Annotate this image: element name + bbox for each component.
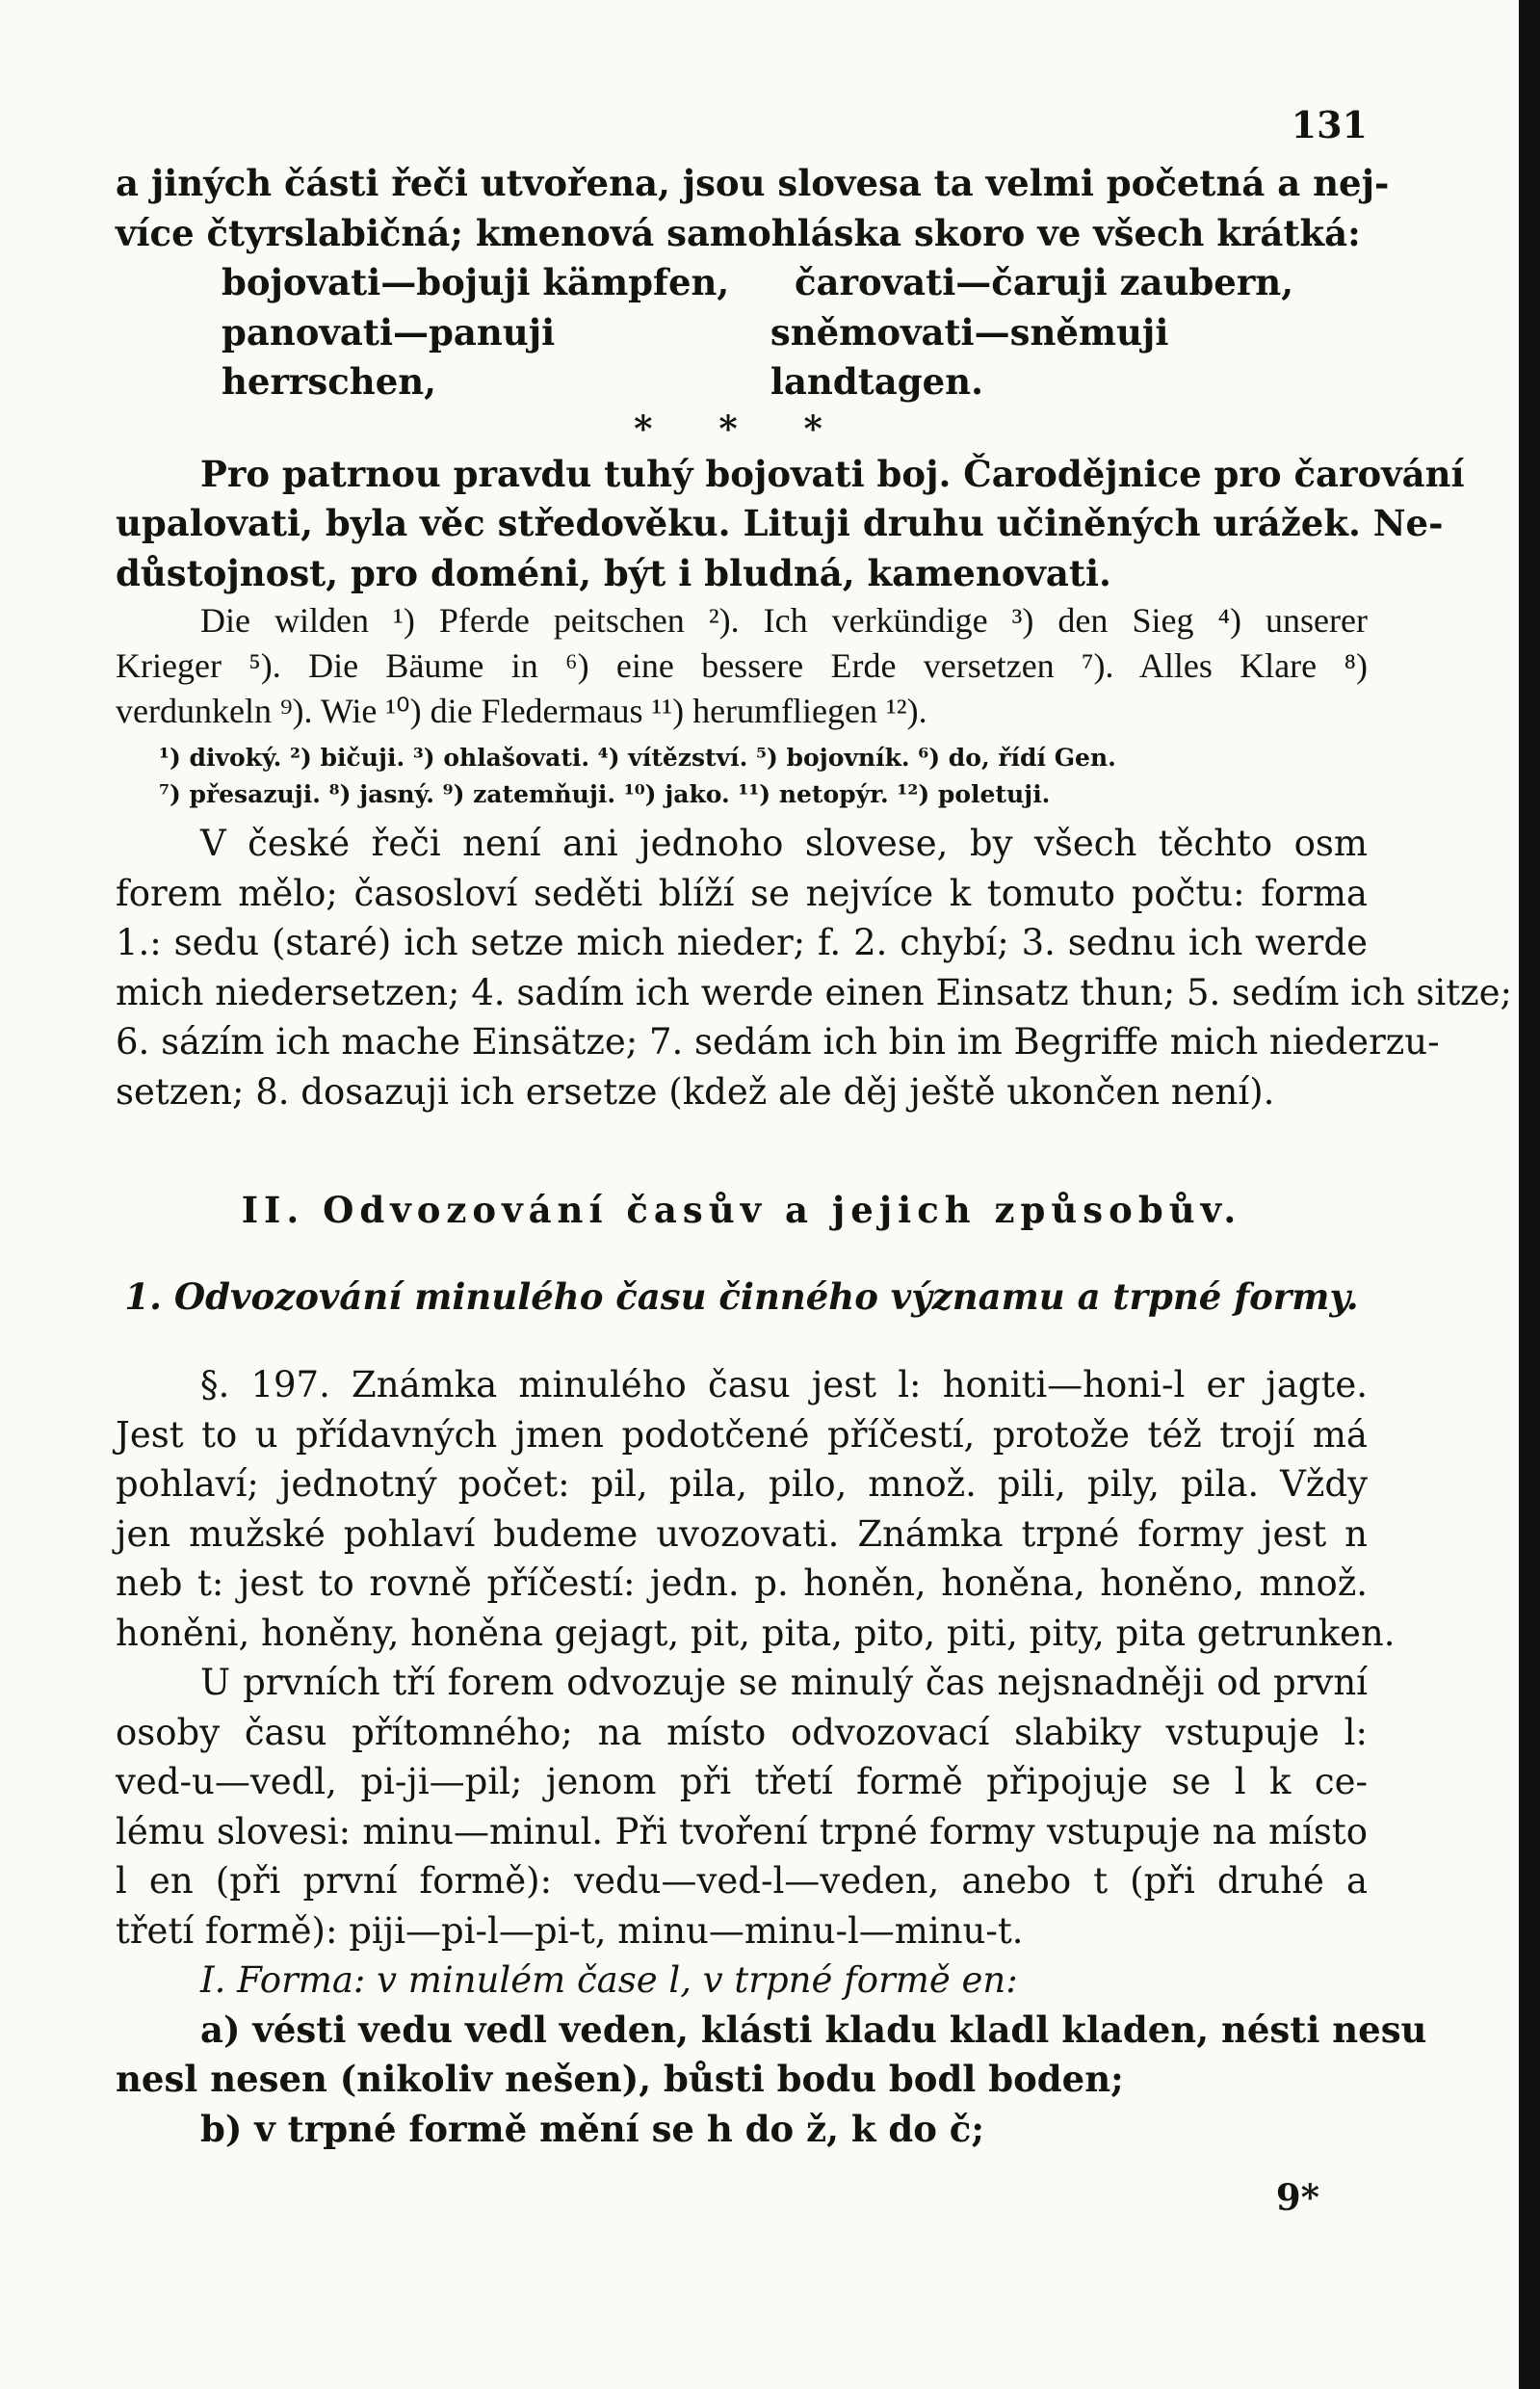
text-line: neb t: jest to rovně příčestí: jedn. p. honěn, honěna, honěno, množ. [116,1562,1368,1604]
text-line: 6. sázím ich mache Einsätze; 7. sedám ich bin im Begriffe mich niederzu- [116,1021,1440,1063]
scan-dark-edge [1519,0,1540,2389]
verb-pair-right: sněmovati—sněmuji landtagen. [770,310,1169,403]
paragraph-197 [116,1360,1396,1658]
text-line: verdunkeln ⁹). Wie ¹⁰) die Fledermaus ¹¹) herumfliegen ¹²). [116,692,927,730]
text-line: nesl nesen (nikoliv nešen), bůsti bodu bodl boden; [116,2058,1124,2100]
footnotes [116,740,1368,813]
verb-pairs [116,258,1368,407]
paragraph-forms [116,1658,1368,1956]
text-line: pohlaví; jednotný počet: pil, pila, pilo, množ. pili, pily, pila. Vždy [116,1463,1368,1505]
verb-pair-right: čarovati—čaruji zaubern, [795,261,1294,303]
text-line: honěni, honěny, honěna gejagt, pit, pita, pito, piti, pity, pita getrunken. [116,1612,1396,1654]
book-page [116,92,1512,2223]
text-line: Pro patrnou pravdu tuhý bojovati boj. Čarodějnice pro čarování [200,452,1465,495]
text-line: více čtyrslabičná; kmenová samohláska skoro ve všech krátká: [116,211,1361,254]
text-line: osoby času přítomného; na místo odvozovací slabiky vstupuje l: [116,1711,1368,1753]
text-line: třetí formě): piji—pi-l—pi-t, minu—minu-l—minu-t. [116,1909,1024,1952]
signature-mark: 9* [1275,2176,1319,2218]
text-line: upalovati, byla věc středověku. Lituji druhu učiněných urážek. Ne- [116,502,1444,544]
verb-pair-row [116,308,1368,407]
text-line: U prvních tří forem odvozuje se minulý čas nejsnadněji od první [200,1662,1368,1703]
verb-pair-row [116,258,1368,308]
footnote-line: ¹) divoký. ²) bičuji. ³) ohlašovati. ⁴) vítězství. ⁵) bojovník. ⁶) do, řídí Gen. [159,744,1116,772]
text-line: forem mělo; časosloví seděti blíží se nejvíce k tomuto počtu: forma [116,872,1368,914]
verb-pair-left: panovati—panuji herrschen, [222,310,556,403]
text-line: lému slovesi: minu—minul. Při tvoření trpné formy vstupuje na místo [116,1810,1368,1852]
exercise-czech [116,450,1465,599]
text-line: l en (při první formě): vedu—ved-l—veden, anebo t (při druhé a [116,1860,1368,1902]
text-line: a jiných části řeči utvořena, jsou slovesa ta velmi početná a nej- [116,162,1390,204]
section-heading: II. Odvozování časův a jejich způsobův. [241,1189,1242,1231]
text-line: Die wilden ¹) Pferde peitschen ²). Ich verkündige ³) den Sieg ⁴) unserer [200,601,1368,640]
text-line: ved-u—vedl, pi-ji—pil; jenom při třetí formě připojuje se l k ce- [116,1761,1368,1802]
text-line: mich niedersetzen; 4. sadím ich werde einen Einsatz thun; 5. sedím ich sitze; [116,971,1512,1013]
first-form-heading: I. Forma: v minulém čase l, v trpné formě en: [200,1959,1018,2001]
intro-paragraph [116,159,1390,258]
footnote-line: ⁷) přesazuji. ⁸) jasný. ⁹) zatemňuji. ¹⁰) jako. ¹¹) netopýr. ¹²) poletuji. [159,780,1051,808]
exercise-german [116,598,1368,734]
text-line: jen mužské pohlaví budeme uvozovati. Známka trpné formy jest n [116,1512,1368,1555]
paragraph-sedeti [116,819,1512,1116]
text-line: Jest to u přídavných jmen podotčené příčestí, protože též trojí má [116,1413,1368,1456]
text-line: setzen; 8. dosazuji ich ersetze (kdež ale děj ještě ukončen není). [116,1070,1275,1113]
page-number: 131 [1291,103,1368,146]
verb-pair-left: bojovati—bojuji kämpfen, [222,261,730,303]
item-a [116,2006,1427,2105]
text-line: a) vésti vedu vedl veden, klásti kladu kladl kladen, nésti nesu [200,2008,1427,2051]
text-line: 1.: sedu (staré) ich setze mich nieder; f. 2. chybí; 3. sednu ich werde [116,922,1368,963]
subsection-heading: 1. Odvozování minulého času činného významu a trpné formy. [124,1274,1359,1318]
text-line: Krieger ⁵). Die Bäume in ⁶) eine bessere Erde versetzen ⁷). Alles Klare ⁸) [116,646,1368,685]
text-line: V české řeči není ani jednoho slovese, by všech těchto osm [200,823,1368,864]
stars-separator: * * * [634,407,849,450]
text-line: důstojnost, pro doméni, být i bludná, kamenovati. [116,551,1111,594]
text-line: §. 197. Známka minulého času jest l: honiti—honi-l er jagte. [200,1364,1368,1405]
item-b: b) v trpné formě mění se h do ž, k do č; [200,2107,984,2150]
